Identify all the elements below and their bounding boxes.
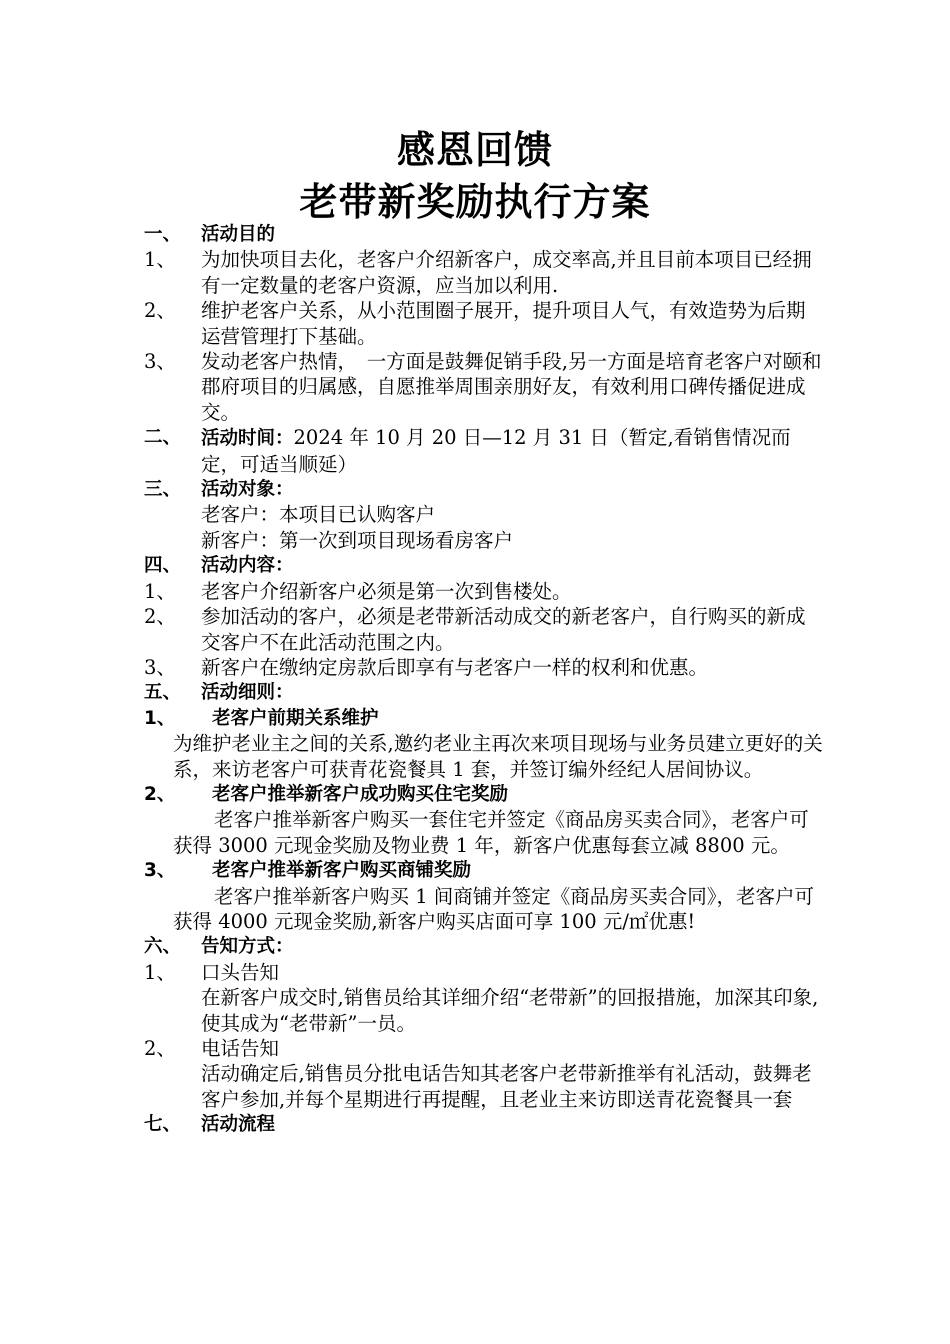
old-customer-line: 老客户：本项目已认购客户 [201,503,436,527]
item-text: 在新客户成交时,销售员给其详细介绍“老带新”的回报措施，加深其印象,使其成为“老带新”一员。 [201,986,819,1035]
section-number: 三、 [144,479,182,501]
section-1-heading [144,222,824,247]
section-title: 告知方式： [201,936,294,958]
section-title: 活动内容： [201,555,294,577]
section-title: 活动目的 [201,224,276,245]
item-text: 维护老客户关系，从小范围圈子展开，提升项目人气，有效造势为后期运营管理打下基础。 [201,299,806,348]
section-title: 活动细则： [201,682,294,704]
item-number: 1、 [144,579,176,603]
item-text: 老客户介绍新客户必须是第一次到售楼处。 [201,579,572,603]
rule-number: 3、 [144,860,176,882]
section-6-heading [144,934,824,959]
item-number: 2、 [144,299,176,323]
rule-heading [144,706,824,731]
section-7-heading [144,1112,824,1137]
item-title: 电话告知 [201,1037,280,1060]
section-5-heading [144,680,824,705]
section-number: 六、 [144,936,182,958]
section-2 [144,425,824,477]
list-item [144,960,824,985]
rule-title: 老客户前期关系维护 [212,707,379,729]
item-number: 1、 [144,248,176,272]
item-text: 发动老客户热情， 一方面是鼓舞促销手段,另一方面是培育老客户对颐和郡府项目的归属感，自愿推举周围亲朋好友，有效利用口碑传播促进成交。 [201,350,822,424]
rule-text: 为维护老业主之间的关系,邀约老业主再次来项目现场与业务员建立更好的关系，来访老客户可获青花瓷餐具 1 套，并签订编外经纪人居间协议。 [173,732,823,781]
section-number: 七、 [144,1114,182,1136]
item-text: 参加活动的客户，必须是老带新活动成交的新老客户，自行购买的新成交客户不在此活动范围之内。 [201,605,806,654]
rule-title: 老客户推举新客户购买商铺奖励 [212,860,472,882]
item-number: 2、 [144,605,176,629]
document-body [144,222,824,1138]
rule-text: 老客户推举新客户购买一套住宅并签定《商品房买卖合同》，老客户可获得 3000 元现金奖励及物业费 1 年，新客户优惠每套立减 8800 元。 [173,808,809,857]
item-text: 为加快项目去化，老客户介绍新客户，成交率高,并且目前本项目已经拥有一定数量的老客户资源，应当加以利用. [201,248,812,297]
item-text: 活动确定后,销售员分批电话告知其老客户老带新推举有礼活动，鼓舞老客户参加,并每个星期进行再提醒，且老业主来访即送青花瓷餐具一套 [201,1062,812,1111]
rule-number: 1、 [144,707,176,729]
list-item [144,298,824,349]
item-number: 3、 [144,655,176,679]
list-item [144,247,824,298]
item-text: 新客户在缴纳定房款后即享有与老客户一样的权利和优惠。 [201,655,709,679]
section-text [201,425,824,477]
rule-text: 老客户推举新客户购买 1 间商铺并签定《商品房买卖合同》，老客户可获得 4000 元现金奖励,新客户购买店面可享 100 元/㎡优惠! [173,884,815,933]
list-item [144,655,824,680]
section-title: 活动时间： [201,428,294,450]
list-item [144,579,824,604]
section-title: 活动流程 [201,1114,276,1136]
list-item [144,1036,824,1061]
activity-time-text: 2024 年 10 月 20 日—12 月 31 日（暂定,看销售情况而定，可适当顺延） [201,426,791,476]
section-number: 二、 [144,427,182,449]
list-item [144,349,824,425]
item-number: 3、 [144,350,176,374]
rule-heading [144,858,824,883]
title-line-2: 老带新奖励执行方案 [299,180,651,224]
rule-title: 老客户推举新客户成功购买住宅奖励 [212,783,509,805]
section-number: 一、 [144,224,182,245]
section-title: 活动对象： [201,479,294,501]
new-customer-line: 新客户：第一次到项目现场看房客户 [201,528,514,552]
section-number: 四、 [144,555,182,577]
item-number: 2、 [144,1037,176,1060]
rule-number: 2、 [144,783,176,805]
rule-heading [144,782,824,807]
title-line-1: 感恩回馈 [396,128,553,172]
list-item [144,604,824,655]
section-number: 五、 [144,682,182,704]
section-3-heading [144,477,824,502]
section-4-heading [144,553,824,578]
item-number: 1、 [144,960,176,984]
item-title: 口头告知 [201,960,280,984]
